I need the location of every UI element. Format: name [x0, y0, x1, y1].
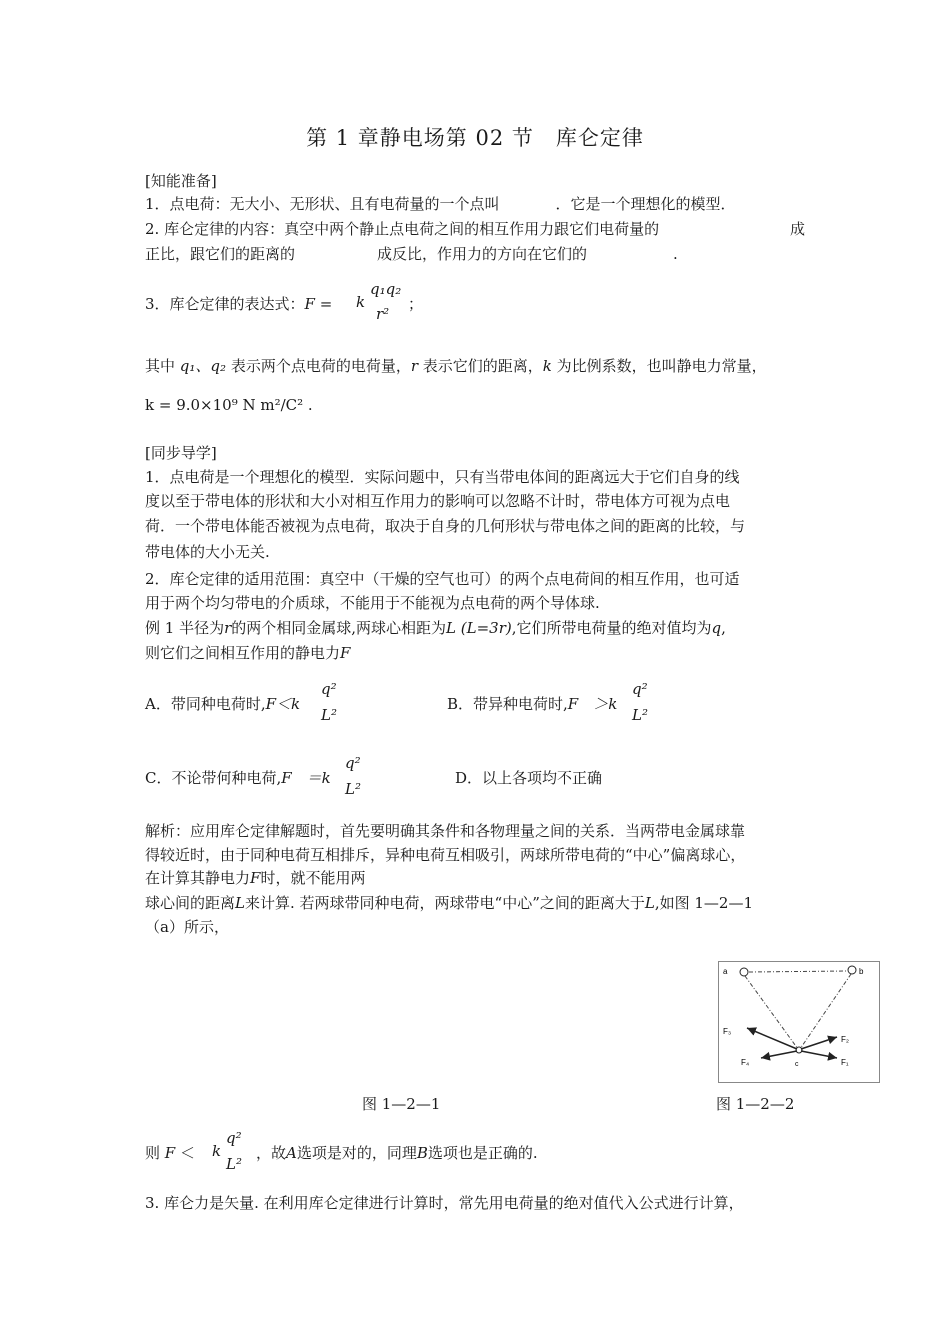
- prep3-denominator: r²: [376, 305, 390, 323]
- option-c-denominator: L²: [345, 780, 361, 798]
- prep3-tail: ；: [408, 295, 424, 313]
- guide1-line2: 度以至于带电体的形状和大小对相互作用力的影响可以忽略不计时，带电体方可视为点电: [145, 492, 731, 510]
- then-text-c: 选项是对的，同理: [296, 1144, 417, 1162]
- then-text-b: ，故: [256, 1144, 287, 1162]
- prep1-text-b: ．它是一个理想化的模型．: [555, 195, 736, 213]
- sol4-text-b: 来计算. 若两球带同种电荷，两球带电“中心”之间的距离大于: [244, 894, 645, 912]
- label-f4: F₄: [741, 1058, 750, 1067]
- force-f3: [747, 1028, 797, 1049]
- prep-item-2-line2: [145, 243, 678, 265]
- prep2-text-a: 2. 库仑定律的内容：真空中两个静止点电荷之间的相互作用力跟它们电荷量的: [145, 220, 660, 238]
- option-a: [145, 693, 300, 715]
- solution-line5: （a）所示，: [145, 918, 229, 936]
- charge-a: [740, 968, 748, 976]
- prep3-k: k: [356, 293, 366, 311]
- label-a: a: [723, 967, 728, 976]
- then-numerator: q²: [226, 1129, 242, 1147]
- prep2-text-e: .: [673, 245, 678, 263]
- prep-item-3: [145, 293, 332, 315]
- option-c-label: C．不论带何种电荷,: [145, 769, 282, 787]
- where-text-d: 为比例系数，也叫静电力常量，: [556, 357, 767, 375]
- solution-line3: [145, 867, 365, 889]
- section-heading-guide: [同步导学]: [145, 444, 217, 462]
- where-q: q₁、q₂: [179, 357, 227, 375]
- where-text-a: 其中: [145, 357, 176, 375]
- ex1-L: L (L=3r): [446, 619, 512, 637]
- figure-1-2-2: [718, 961, 880, 1083]
- conclusion-line-start: [145, 1142, 195, 1164]
- page-title: 第 1 章静电场第 02 节 库仑定律: [306, 126, 644, 150]
- prep3-label: 3．库仑定律的表达式：: [145, 295, 305, 313]
- guide2-line1: 2．库仑定律的适用范围：真空中（干燥的空气也可）的两个点电荷间的相互作用，也可适: [145, 570, 740, 588]
- label-c: c: [795, 1061, 799, 1068]
- option-c: [145, 767, 331, 789]
- prep3-F: F: [304, 295, 315, 313]
- ex1-r: r: [224, 619, 232, 637]
- then-k: k: [212, 1142, 222, 1160]
- ex1-F: F: [340, 644, 351, 662]
- then-denominator: L²: [226, 1155, 242, 1173]
- option-a-denominator: L²: [321, 706, 337, 724]
- sol4-text-d: ,如图 1—2—1: [654, 894, 754, 912]
- section-heading-prep: [知能准备]: [145, 172, 217, 190]
- solution-line2: 得较近时，由于同种电荷互相排斥，异种电荷互相吸引，两球所带电荷的“中心”偏离球心，: [145, 846, 746, 864]
- sol3-text-b: 时，就不能用两: [260, 869, 366, 887]
- line-ab: [749, 971, 847, 972]
- option-a-label: A．带同种电荷时,: [145, 695, 266, 713]
- option-b-relation: F ＞k: [567, 695, 618, 713]
- force-f4: [761, 1051, 797, 1058]
- force-f1: [801, 1051, 837, 1058]
- then-text-a: 则: [145, 1144, 161, 1162]
- guide1-line4: 带电体的大小无关.: [145, 543, 270, 561]
- option-b-numerator: q²: [632, 680, 648, 698]
- option-b-denominator: L²: [632, 706, 648, 724]
- then-F: F: [164, 1144, 176, 1162]
- label-f1: F₁: [841, 1058, 849, 1067]
- guide1-line1: 1．点电荷是一个理想化的模型．实际问题中，只有当带电体间的距离远大于它们自身的线: [145, 468, 740, 486]
- sol3-text-a: 在计算其静电力: [145, 869, 251, 887]
- where-line: [145, 355, 767, 377]
- where-text-c: 表示它们的距离，: [422, 357, 543, 375]
- option-b: [447, 693, 617, 715]
- prep2-text-d: 成反比，作用力的方向在它们的: [377, 245, 588, 263]
- label-f2: F₂: [841, 1035, 849, 1044]
- ex1-text-d: ,: [721, 619, 726, 637]
- prep3-eq: =: [319, 295, 333, 313]
- option-a-relation: F＜k: [265, 695, 301, 713]
- label-f3: F₃: [723, 1027, 732, 1036]
- then-A: A: [286, 1144, 297, 1162]
- where-text-b: 表示两个点电荷的电荷量，: [230, 357, 411, 375]
- prep-item-1: [145, 193, 736, 215]
- ex1-text-b: 的两个相同金属球,两球心相距为: [231, 619, 447, 637]
- option-b-label: B．带异种电荷时,: [447, 695, 568, 713]
- option-d: D．以上各项均不正确: [455, 769, 603, 787]
- option-c-relation: F ＝k: [281, 769, 331, 787]
- solution-line1: 解析：应用库仑定律解题时，首先要明确其条件和各物理量之间的关系．当两带电金属球靠: [145, 822, 746, 840]
- ex1-q: q: [711, 619, 722, 637]
- ex1-text-a: 例 1 半径为: [145, 619, 225, 637]
- label-b: b: [859, 967, 864, 976]
- sol4-L: L: [235, 894, 245, 912]
- charge-b: [848, 966, 856, 974]
- sol4-text-a: 球心间的距离: [145, 894, 236, 912]
- then-lt: ＜: [180, 1144, 196, 1162]
- figure-1-2-2-caption: 图 1—2—2: [716, 1095, 795, 1113]
- example1-line1: [145, 617, 726, 639]
- prep1-text-a: 1．点电荷：无大小、无形状、且有电荷量的一个点叫: [145, 195, 500, 213]
- sol4-L2: L: [644, 894, 655, 912]
- guide3-line1: 3. 库仑力是矢量. 在利用库仑定律进行计算时，常先用电荷量的绝对值代入公式进行计算，: [145, 1194, 744, 1212]
- guide2-line2: 用于两个均匀带电的介质球，不能用于不能视为点电荷的两个导体球.: [145, 594, 600, 612]
- charge-c: [796, 1047, 802, 1053]
- option-a-numerator: q²: [321, 680, 337, 698]
- guide1-line3: 荷．一个带电体能否被视为点电荷，取决于自身的几何形状与带电体之间的距离的比较，与: [145, 517, 746, 535]
- option-c-numerator: q²: [345, 754, 361, 772]
- ex1-text-c: ,它们所带电荷量的绝对值均为: [511, 619, 712, 637]
- prep2-text-c: 正比，跟它们的距离的: [145, 245, 296, 263]
- prep3-numerator: q₁q₂: [370, 280, 402, 298]
- figure-1-2-1-caption: 图 1—2—1: [362, 1095, 441, 1113]
- force-diagram: [719, 962, 879, 1082]
- where-r: r: [410, 357, 418, 375]
- sol3-F: F: [250, 869, 261, 887]
- where-k: k: [542, 357, 552, 375]
- then-B: B: [416, 1144, 428, 1162]
- conclusion-line-end: [256, 1142, 538, 1164]
- k-value: k = 9.0×10⁹ N m²/C² .: [145, 396, 313, 414]
- prep-item-2-line1: [145, 218, 659, 240]
- solution-line4: [145, 892, 753, 914]
- example1-line2: [145, 642, 350, 664]
- then-text-d: 选项也是正确的.: [427, 1144, 538, 1162]
- prep2-text-b: 成: [790, 220, 806, 238]
- ex1-line2-text: 则它们之间相互作用的静电力: [145, 644, 341, 662]
